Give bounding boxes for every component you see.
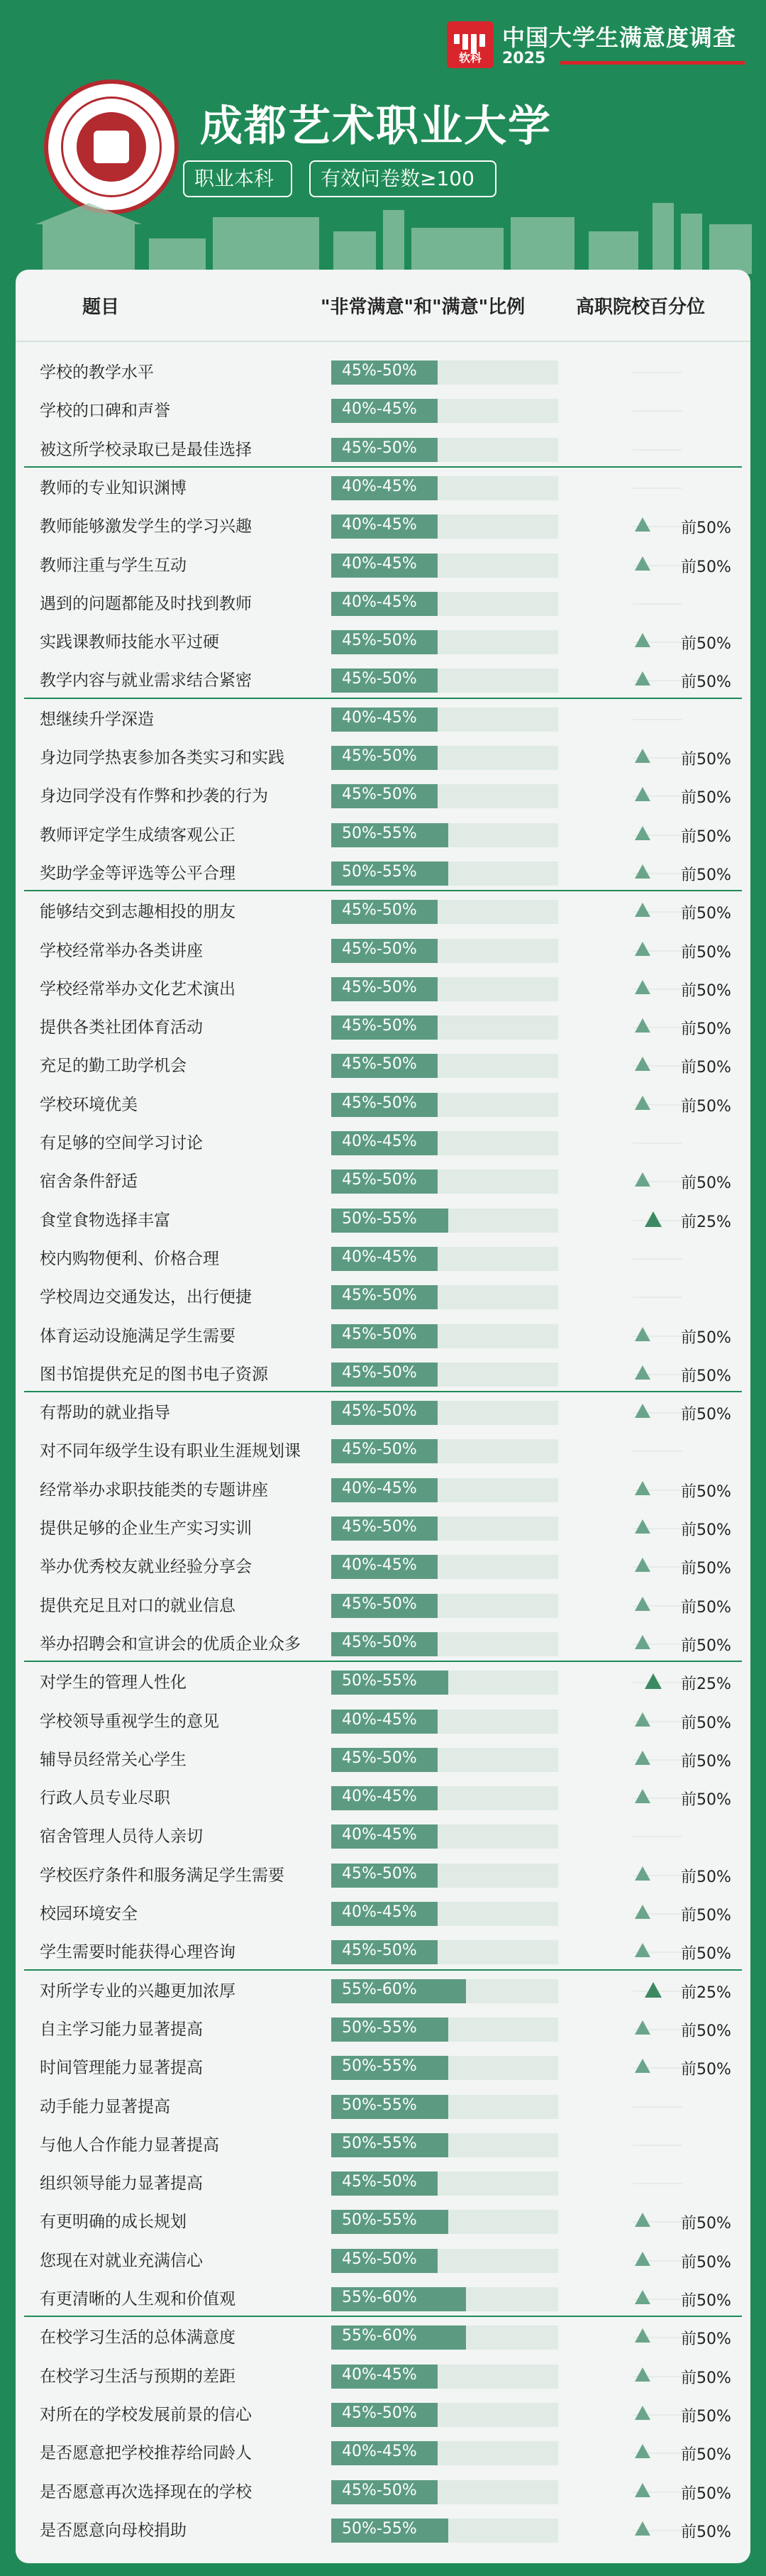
percentile-track <box>633 1143 682 1144</box>
ranking-logo-icon <box>447 21 494 68</box>
percentile-label: 前50% <box>681 2484 731 2503</box>
table-row <box>16 930 750 969</box>
question-text: 是否愿意向母校捐助 <box>40 2521 187 2540</box>
percentile-triangle-icon <box>635 1751 650 1765</box>
ratio-label: 45%-50% <box>342 747 417 765</box>
question-text: 与他人合作能力显著提高 <box>40 2135 219 2154</box>
table-row <box>16 2009 750 2047</box>
ratio-label: 45%-50% <box>342 2173 417 2191</box>
percentile-triangle-icon <box>635 2328 650 2343</box>
table-row <box>16 1701 750 1739</box>
level-tag: 职业本科 <box>183 160 292 197</box>
percentile-label: 前50% <box>681 905 731 923</box>
percentile-label: 前50% <box>681 2407 731 2426</box>
question-text: 在校学习生活与预期的差距 <box>40 2367 235 2386</box>
question-text: 提供充足且对口的就业信息 <box>40 1596 235 1615</box>
percentile-triangle-icon <box>635 1327 650 1341</box>
percentile-label: 前50% <box>681 1059 731 1077</box>
sample-tag: 有效问卷数≥100 <box>309 160 496 197</box>
ratio-label: 45%-50% <box>342 940 417 958</box>
table-row <box>16 2394 750 2433</box>
percentile-triangle-icon <box>635 2444 650 2458</box>
question-text: 学校环境优美 <box>40 1095 138 1114</box>
ratio-label: 50%-55% <box>342 2018 417 2037</box>
table-row <box>16 1084 750 1123</box>
question-text: 遇到的问题都能及时找到教师 <box>40 594 252 613</box>
table-row <box>16 1932 750 1970</box>
ratio-label: 45%-50% <box>342 632 417 650</box>
table-row <box>16 2472 750 2510</box>
question-text: 学校领导重视学生的意见 <box>40 1712 219 1731</box>
percentile-label: 前50% <box>681 2253 731 2272</box>
question-text: 教师评定学生成绩客观公正 <box>40 825 235 844</box>
question-text: 是否愿意把学校推荐给同龄人 <box>40 2444 252 2463</box>
ratio-label: 45%-50% <box>342 1633 417 1651</box>
ratio-label: 50%-55% <box>342 2134 417 2152</box>
ratio-label: 45%-50% <box>342 1518 417 1536</box>
table-row <box>16 2317 750 2355</box>
question-text: 有足够的空间学习讨论 <box>40 1134 203 1152</box>
question-text: 学校的口碑和声誉 <box>40 402 170 421</box>
table-row <box>16 1624 750 1662</box>
university-name: 成都艺术职业大学 <box>200 101 552 151</box>
table-row <box>16 1971 750 2009</box>
ratio-label: 50%-55% <box>342 824 417 842</box>
percentile-triangle-icon <box>635 1558 650 1572</box>
ratio-label: 50%-55% <box>342 1672 417 1690</box>
percentile-triangle-icon <box>635 517 650 532</box>
table-row <box>16 622 750 660</box>
percentile-track <box>633 1258 682 1260</box>
question-text: 您现在对就业充满信心 <box>40 2251 203 2270</box>
percentile-label: 前50% <box>681 866 731 884</box>
question-text: 宿舍管理人员待人亲切 <box>40 1827 203 1846</box>
question-text: 体育运动设施满足学生需要 <box>40 1326 235 1345</box>
question-text: 有更清晰的人生观和价值观 <box>40 2290 235 2308</box>
percentile-track <box>633 1836 682 1837</box>
ratio-label: 45%-50% <box>342 1017 417 1035</box>
percentile-triangle-icon <box>635 1365 650 1380</box>
ratio-label: 45%-50% <box>342 1864 417 1883</box>
question-text: 提供各类社团体育活动 <box>40 1018 203 1037</box>
col-ratio: "非常满意"和"满意"比例 <box>321 297 526 318</box>
percentile-label: 前50% <box>681 2523 731 2541</box>
table-row <box>16 468 750 506</box>
percentile-triangle-icon <box>635 2483 650 2497</box>
percentile-triangle-icon <box>635 2367 650 2382</box>
percentile-track <box>633 372 682 373</box>
percentile-track <box>633 1297 682 1298</box>
question-text: 时间管理能力显著提高 <box>40 2059 203 2078</box>
ratio-label: 45%-50% <box>342 901 417 920</box>
percentile-triangle-icon <box>635 2290 650 2304</box>
question-text: 学校医疗条件和服务满足学生需要 <box>40 1866 284 1885</box>
table-row <box>16 1585 750 1624</box>
table-row <box>16 699 750 737</box>
ratio-label: 40%-45% <box>342 516 417 534</box>
percentile-label: 前50% <box>681 1907 731 1925</box>
ratio-label: 55%-60% <box>342 2327 417 2345</box>
question-text: 学校经常举办各类讲座 <box>40 941 203 960</box>
percentile-label: 前50% <box>681 1791 731 1810</box>
question-text: 学校周边交通发达，出行便捷 <box>40 1288 252 1307</box>
ratio-label: 55%-60% <box>342 1980 417 1998</box>
table-row <box>16 1546 750 1585</box>
percentile-track <box>633 488 682 489</box>
survey-year: 2025 <box>502 50 546 67</box>
campus-skyline-illustration <box>0 196 766 274</box>
percentile-label: 前50% <box>681 1560 731 1578</box>
percentile-triangle-icon <box>635 1096 650 1110</box>
table-row <box>16 853 750 891</box>
question-text: 校内购物便利、价格合理 <box>40 1249 219 1268</box>
ratio-label: 45%-50% <box>342 2250 417 2268</box>
percentile-triangle-icon <box>635 1905 650 1919</box>
percentile-label: 前50% <box>681 2215 731 2233</box>
percentile-track <box>633 410 682 412</box>
percentile-label: 前50% <box>681 1945 731 1964</box>
percentile-triangle-icon <box>645 1211 662 1227</box>
percentile-triangle-icon <box>635 942 650 956</box>
table-row <box>16 1200 750 1238</box>
table-row <box>16 660 750 698</box>
ratio-label: 40%-45% <box>342 554 417 573</box>
percentile-track <box>633 449 682 451</box>
table-row <box>16 776 750 814</box>
ratio-label: 45%-50% <box>342 1055 417 1074</box>
question-text: 学校经常举办文化艺术演出 <box>40 979 235 998</box>
table-row <box>16 2047 750 2086</box>
percentile-track <box>633 603 682 605</box>
percentile-label: 前50% <box>681 673 731 692</box>
percentile-label: 前50% <box>681 2292 731 2310</box>
percentile-triangle-icon <box>645 1982 662 1998</box>
percentile-label: 前50% <box>681 981 731 1000</box>
table-row <box>16 1662 750 1700</box>
table-row <box>16 545 750 583</box>
percentile-track <box>633 1451 682 1452</box>
percentile-label: 前25% <box>681 1983 731 2002</box>
percentile-label: 前50% <box>681 2330 731 2349</box>
ratio-label: 45%-50% <box>342 786 417 804</box>
question-text: 宿舍条件舒适 <box>40 1172 138 1191</box>
ratio-label: 40%-45% <box>342 1556 417 1575</box>
table-row <box>16 1045 750 1084</box>
percentile-triangle-icon <box>635 2213 650 2227</box>
ratio-label: 45%-50% <box>342 1942 417 1960</box>
percentile-label: 前50% <box>681 558 731 576</box>
percentile-triangle-icon <box>635 903 650 917</box>
table-row <box>16 390 750 429</box>
ratio-label: 45%-50% <box>342 1441 417 1459</box>
percentile-triangle-icon <box>635 787 650 801</box>
percentile-label: 前25% <box>681 1675 731 1694</box>
question-text: 教学内容与就业需求结合紧密 <box>40 671 252 690</box>
question-text: 对学生的管理人性化 <box>40 1673 187 1692</box>
ratio-label: 45%-50% <box>342 1595 417 1613</box>
question-text: 奖助学金等评选等公平合理 <box>40 864 235 883</box>
brand-underline <box>560 61 745 65</box>
question-text: 组织领导能力显著提高 <box>40 2174 203 2194</box>
percentile-triangle-icon <box>635 749 650 763</box>
percentile-triangle-icon <box>635 1712 650 1727</box>
ratio-label: 45%-50% <box>342 1171 417 1189</box>
percentile-label: 前50% <box>681 519 731 538</box>
percentile-label: 前50% <box>681 635 731 654</box>
percentile-triangle-icon <box>635 2521 650 2536</box>
question-text: 教师的专业知识渊博 <box>40 478 187 497</box>
question-text: 想继续升学深造 <box>40 710 154 729</box>
table-row <box>16 2356 750 2394</box>
ratio-label: 50%-55% <box>342 2211 417 2230</box>
percentile-label: 前50% <box>681 2022 731 2040</box>
ratio-label: 45%-50% <box>342 2481 417 2499</box>
percentile-triangle-icon <box>635 633 650 647</box>
percentile-triangle-icon <box>635 1866 650 1881</box>
ratio-label: 45%-50% <box>342 362 417 380</box>
ratio-label: 50%-55% <box>342 862 417 881</box>
question-text: 是否愿意再次选择现在的学校 <box>40 2482 252 2501</box>
percentile-label: 前50% <box>681 1482 731 1501</box>
ratio-label: 45%-50% <box>342 1363 417 1382</box>
table-row <box>16 1855 750 1893</box>
percentile-triangle-icon <box>635 2252 650 2266</box>
table-row <box>16 1816 750 1854</box>
question-text: 提供足够的企业生产实习实训 <box>40 1519 252 1538</box>
question-text: 校园环境安全 <box>40 1905 138 1923</box>
table-row <box>16 2279 750 2317</box>
brand-header <box>447 17 745 74</box>
ratio-label: 40%-45% <box>342 2365 417 2384</box>
ratio-label: 40%-45% <box>342 1248 417 1266</box>
question-text: 图书馆提供充足的图书电子资源 <box>40 1365 268 1384</box>
question-text: 自主学习能力显著提高 <box>40 2020 203 2039</box>
satisfaction-table <box>16 270 750 2563</box>
percentile-label: 前50% <box>681 1406 731 1424</box>
table-row <box>16 1739 750 1778</box>
percentile-triangle-icon <box>635 980 650 994</box>
ratio-label: 40%-45% <box>342 1133 417 1150</box>
percentile-label: 前25% <box>681 1213 731 1231</box>
percentile-label: 前50% <box>681 2446 731 2465</box>
table-row <box>16 2163 750 2201</box>
question-text: 动手能力显著提高 <box>40 2097 170 2116</box>
table-header <box>16 270 750 342</box>
question-text: 学校的教学水平 <box>40 363 154 382</box>
ratio-label: 40%-45% <box>342 400 417 419</box>
percentile-label: 前50% <box>681 1521 731 1539</box>
percentile-label: 前50% <box>681 1636 731 1655</box>
percentile-triangle-icon <box>635 1018 650 1033</box>
percentile-triangle-icon <box>635 1635 650 1649</box>
ratio-label: 40%-45% <box>342 477 417 495</box>
question-text: 对所在的学校发展前景的信心 <box>40 2405 252 2424</box>
percentile-triangle-icon <box>645 1673 662 1689</box>
question-text: 能够结交到志趣相投的朋友 <box>40 903 235 922</box>
percentile-triangle-icon <box>635 1943 650 1957</box>
table-row <box>16 969 750 1007</box>
table-row <box>16 2510 750 2548</box>
ratio-label: 45%-50% <box>342 1094 417 1112</box>
percentile-label: 前50% <box>681 1752 731 1771</box>
question-text: 在校学习生活的总体满意度 <box>40 2328 235 2347</box>
table-row <box>16 2201 750 2240</box>
table-row <box>16 2433 750 2471</box>
ratio-label: 45%-50% <box>342 978 417 996</box>
table-row <box>16 506 750 544</box>
question-text: 充足的勤工助学机会 <box>40 1057 187 1076</box>
ratio-label: 45%-50% <box>342 1325 417 1343</box>
percentile-triangle-icon <box>635 2059 650 2073</box>
percentile-triangle-icon <box>635 1789 650 1803</box>
percentile-label: 前50% <box>681 789 731 808</box>
percentile-triangle-icon <box>635 826 650 840</box>
percentile-label: 前50% <box>681 827 731 846</box>
table-row <box>16 429 750 468</box>
percentile-triangle-icon <box>635 864 650 879</box>
question-text: 身边同学没有作弊和抄袭的行为 <box>40 787 268 806</box>
percentile-triangle-icon <box>635 1597 650 1611</box>
ratio-label: 40%-45% <box>342 1903 417 1921</box>
ratio-label: 45%-50% <box>342 670 417 688</box>
ratio-label: 45%-50% <box>342 1402 417 1421</box>
ratio-label: 50%-55% <box>342 2519 417 2538</box>
table-row <box>16 1893 750 1932</box>
percentile-triangle-icon <box>635 1519 650 1534</box>
ratio-label: 55%-60% <box>342 2289 417 2306</box>
percentile-triangle-icon <box>635 556 650 571</box>
table-row <box>16 352 750 390</box>
table-row <box>16 815 750 853</box>
percentile-triangle-icon <box>635 1404 650 1418</box>
percentile-track <box>633 2106 682 2108</box>
table-row <box>16 1431 750 1469</box>
table-row <box>16 583 750 622</box>
percentile-label: 前50% <box>681 2369 731 2387</box>
percentile-triangle-icon <box>635 671 650 686</box>
ratio-label: 40%-45% <box>342 1788 417 1806</box>
percentile-triangle-icon <box>635 1057 650 1071</box>
table-row <box>16 2240 750 2279</box>
question-text: 经常举办求职技能类的专题讲座 <box>40 1480 268 1499</box>
ratio-label: 45%-50% <box>342 1287 417 1305</box>
col-percentile: 高职院校百分位 <box>576 297 706 318</box>
table-row <box>16 1123 750 1161</box>
logo-text: 软科 <box>458 51 482 65</box>
percentile-label: 前50% <box>681 2061 731 2079</box>
percentile-label: 前50% <box>681 1367 731 1385</box>
question-text: 实践课教师技能水平过硬 <box>40 633 219 652</box>
table-row <box>16 1392 750 1431</box>
table-row <box>16 1354 750 1392</box>
ratio-label: 50%-55% <box>342 2057 417 2076</box>
percentile-triangle-icon <box>635 1172 650 1187</box>
table-row <box>16 2125 750 2163</box>
question-text: 辅导员经常关心学生 <box>40 1750 187 1769</box>
percentile-triangle-icon <box>635 2406 650 2420</box>
percentile-label: 前50% <box>681 1020 731 1039</box>
table-row <box>16 1508 750 1546</box>
percentile-triangle-icon <box>635 2020 650 2035</box>
ratio-label: 40%-45% <box>342 708 417 727</box>
question-text: 被这所学校录取已是最佳选择 <box>40 440 252 459</box>
percentile-label: 前50% <box>681 1598 731 1617</box>
question-text: 举办招聘会和宣讲会的优质企业众多 <box>40 1634 301 1653</box>
question-text: 有帮助的就业指导 <box>40 1404 170 1423</box>
university-emblem-icon <box>44 79 179 214</box>
ratio-label: 40%-45% <box>342 1479 417 1497</box>
ratio-label: 45%-50% <box>342 2404 417 2422</box>
col-question: 题目 <box>82 297 120 318</box>
ratio-label: 40%-45% <box>342 2443 417 2461</box>
percentile-label: 前50% <box>681 1328 731 1347</box>
ratio-label: 40%-45% <box>342 1710 417 1729</box>
question-text: 行政人员专业尽职 <box>40 1789 170 1808</box>
percentile-track <box>633 2145 682 2146</box>
question-text: 食堂食物选择丰富 <box>40 1211 170 1230</box>
question-text: 教师能够激发学生的学习兴趣 <box>40 517 252 536</box>
survey-title: 中国大学生满意度调查 <box>502 24 737 51</box>
percentile-label: 前50% <box>681 1174 731 1193</box>
question-text: 对不同年级学生设有职业生涯规划课 <box>40 1442 301 1461</box>
ratio-label: 40%-45% <box>342 593 417 611</box>
table-row <box>16 1007 750 1045</box>
ratio-label: 40%-45% <box>342 1826 417 1844</box>
question-text: 学生需要时能获得心理咨询 <box>40 1943 235 1962</box>
percentile-label: 前50% <box>681 1714 731 1732</box>
percentile-label: 前50% <box>681 1868 731 1886</box>
table-row <box>16 1238 750 1277</box>
ratio-label: 50%-55% <box>342 2096 417 2114</box>
percentile-label: 前50% <box>681 1097 731 1116</box>
table-row <box>16 1778 750 1816</box>
percentile-triangle-icon <box>635 1481 650 1495</box>
table-row <box>16 737 750 776</box>
ratio-label: 45%-50% <box>342 1749 417 1767</box>
question-text: 举办优秀校友就业经验分享会 <box>40 1558 252 1577</box>
table-row <box>16 2086 750 2125</box>
percentile-label: 前50% <box>681 943 731 962</box>
percentile-track <box>633 2183 682 2184</box>
table-row <box>16 1316 750 1354</box>
table-row <box>16 1470 750 1508</box>
question-text: 有更明确的成长规划 <box>40 2213 187 2232</box>
percentile-track <box>633 719 682 720</box>
question-text: 教师注重与学生互动 <box>40 556 187 575</box>
question-text: 对所学专业的兴趣更加浓厚 <box>40 1981 235 2000</box>
ratio-label: 50%-55% <box>342 1209 417 1228</box>
percentile-label: 前50% <box>681 751 731 769</box>
table-row <box>16 891 750 930</box>
question-text: 身边同学热衷参加各类实习和实践 <box>40 749 284 767</box>
table-row <box>16 1277 750 1315</box>
ratio-label: 45%-50% <box>342 439 417 457</box>
table-row <box>16 1161 750 1199</box>
